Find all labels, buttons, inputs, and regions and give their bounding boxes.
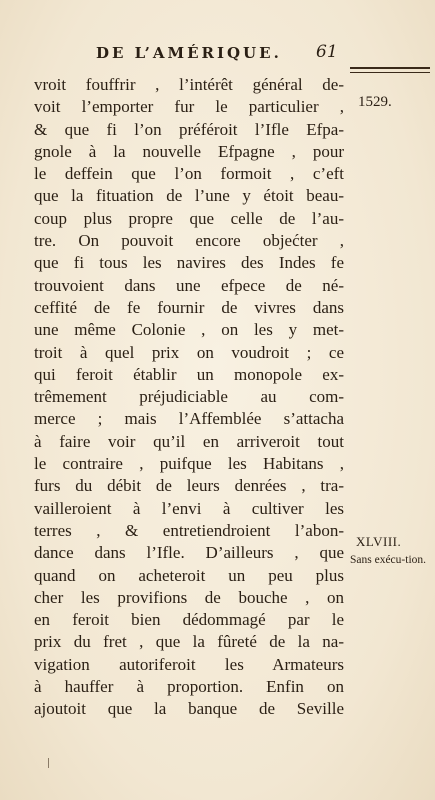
header-rule — [350, 67, 430, 73]
text-line: à hauffer à proportion. Enfin on — [34, 677, 344, 697]
text-line: dance dans l’Ifle. D’ailleurs , que — [34, 543, 344, 563]
text-line: le contraire , puifque les Habitans , — [34, 454, 344, 474]
text-line: le deffein que l’on formoit , c’eft — [34, 164, 344, 184]
text-line: vigation autoriferoit les Armateurs — [34, 654, 344, 674]
text-line: à faire voir qu’il en arriveroit tout — [34, 431, 344, 451]
text-line: ajoutoit que la banque de Seville — [34, 699, 344, 719]
text-line: gnole à la nouvelle Efpagne , pour — [34, 141, 344, 161]
text-line: terres , & entretiendroient l’abon- — [34, 520, 344, 540]
text-line: cher les provifions de bouche , on — [34, 587, 344, 607]
text-line: ceffité de fe fournir de vivres dans — [34, 297, 344, 317]
margin-note-number: XLVIII. — [356, 534, 402, 549]
margin-note-text: Sans exécu-tion. — [350, 554, 427, 566]
text-line: vailleroient à l’envi à cultiver les — [34, 498, 344, 518]
text-line: vroit fouffrir , l’intérêt général de- — [34, 75, 344, 94]
body-text — [34, 74, 344, 721]
text-line: en feroit bien dédommagé par le — [34, 610, 344, 630]
text-line: tre. On pouvoit encore objećter , — [34, 231, 344, 251]
text-line: merce ; mais l’Affemblée s’attacha — [34, 409, 344, 429]
text-line: voit l’emporter fur le particulier , — [34, 97, 344, 117]
page-mark — [48, 758, 49, 768]
text-line: coup plus propre que celle de l’au- — [34, 208, 344, 228]
page-number: 61 — [316, 42, 338, 62]
text-line: furs du débit de leurs denrées , tra- — [34, 476, 344, 496]
text-line: que la fituation de l’une y étoit beau- — [34, 186, 344, 206]
page-header — [0, 44, 435, 68]
text-line: une même Colonie , on les y met- — [34, 320, 344, 340]
text-line: prix du fret , que la fûreté de la na- — [34, 632, 344, 652]
running-head: DE L’AMÉRIQUE. — [96, 44, 282, 62]
text-line: & que fi l’on préféroit l’Ifle Efpa- — [34, 119, 344, 139]
margin-year: 1529. — [358, 94, 392, 110]
text-line: trêmement préjudiciable au com- — [34, 387, 344, 407]
text-line: quand on acheteroit un peu plus — [34, 565, 344, 585]
text-line: que fi tous les navires des Indes fe — [34, 253, 344, 273]
text-line: qui feroit établir un monopole ex- — [34, 364, 344, 384]
text-line: troit à quel prix on voudroit ; ce — [34, 342, 344, 362]
margin-note — [350, 534, 430, 567]
text-line: trouvoient dans une efpece de né- — [34, 275, 344, 295]
